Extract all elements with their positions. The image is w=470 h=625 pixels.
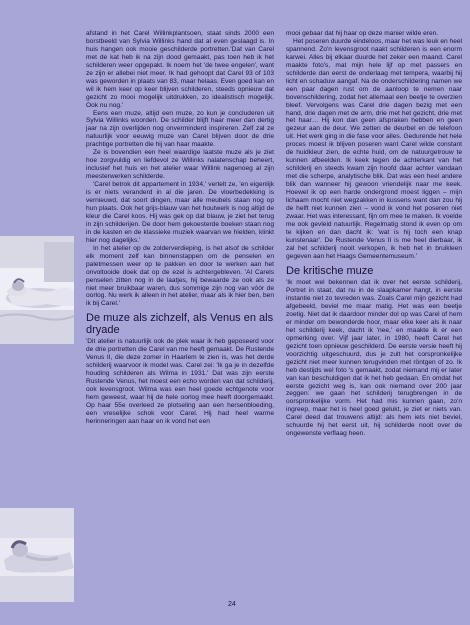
body-paragraph: In het atelier op de zolderverdieping, is het alsof de schilder elk moment zelf kan binnenstappen om de penselen en paletmessen weer op te pakken en door te werken aan het onvoltooide doek dat op de ezel is achtergebleven. 'Al Carels penselen zitten nog in de laatjes, hij bewaarde ze ook als ze niet meer bruikbaar waren, dus sommige zijn nog van vóór de oorlog. Nu werk ik alleen in het atelier, maar als ik hier ben, ben ik bij Carel.': [86, 244, 274, 308]
photo-portrait-woman: [0, 508, 74, 602]
body-paragraph: 'Ik moet wel bekennen dat ik over het eerste schilderij, Portret in staat, dat nu in de slaapkamer hangt, in eerste instantie niet zo tevreden was. Zoals Carel mijn gezicht had afgebeeld, beviel me maar matig. Het was een beetje zoetig. Niet dat ik daardoor minder dol op was Carel of hem er minder om bewonderde hoor, maar elke keer als ik naar het schilderij keek, dacht ik 'nee,' en maakte ik er een opmerking over. Vijf jaar later, in 1980, heeft Carel het gezicht toen opnieuw geschilderd. De eerste versie heeft hij voorzichtig uitgeschuurd, dus je zult het corspronkelijke gezicht niet meer kunnen terugvinden met röntgen of zo. Ik heb destijds wel foto 's gemaakt, zodat niemand mij er later van kan beschuldigen dat ik het heb gedaan. En omdat het eerste gezicht weg is, kan ook niemand over 200 jaar zeggen: we gaan het schilderij terugbrengen in de oorspronkelijke vorm. Het had mis kunnen gaan, zo'n ingreep, maar het is heel goed gelukt, je ziet er niets van. Carel deed dat trouwens altijd: als hem iets niet beviel, schuurde hij het eerst uit, hij schilderde nooit over de ongewenste verflaag heen.: [286, 279, 462, 438]
left-text-column: [86, 30, 274, 426]
section-heading-muze-venus-dryade: De muze als zichzelf, als Venus en als dryade: [86, 312, 274, 336]
right-text-column: [286, 30, 462, 438]
section-heading-kritische-muze: De kritische muze: [286, 264, 374, 277]
body-paragraph: mooi gebaar dat hij haar op deze manier wilde eren.: [286, 30, 439, 37]
body-paragraph: 'Dit atelier is natuurlijk ook de plek waar ik heb geposeerd voor de drie portretten die Carel van me heeft gemaakt. De Rustende Venus II, die deze zomer in Haarlem te zien is, was het derde schilderij waarvoor ik model was. Carel zei: 'Ik ga je in dezelfde houding schilderen als Wilma in 1931.' Dat was zijn eerste Rustende Venus, het moest een echo worden van dat schilderij, ook levensgroot. Wilma was een heel goede echtgenote voor hem geweest, waar hij de hele oorlog mee heeft doorgemaakt. Op haar 55e overleed ze plotseling aan een hersenbloeding, een vreselijke schok voor Carel. Hij had heel warme herinneringen aan haar en ik vond het een: [86, 338, 274, 425]
photo-portrait-woman-image: [0, 508, 74, 602]
body-paragraph: 'Carel betrok dit appartement in 1934,' vertelt ze, 'en eigenlijk is er niets veranderd in al die jaren. De vloerbedekking is vernieuwd, dat soort dingen, maar alle meubels staan nog op hun plaats. Ook het grijs-blauw van het houtwerk is nog altijd de kleur die Carel koos. Hij was gek op dat blauw, je ziet het terug in zijn schilderijen. De door hem gekoesterde boeken staan nog in de kasten en de klassieke muziek waarvan we hielden, klinkt hier nog dagelijks.': [86, 181, 274, 244]
photo-venus-reclining-image: [0, 236, 74, 344]
body-paragraph: Ze is bovendien een heel waardige laatste muze als je ziet hoe zorgvuldig en liefdevol ze Willinks nalatenschap beheert, inclusief het huis en het atelier waar Willink nagenoeg al zijn meesterwerken schilderde.: [86, 149, 274, 181]
page-number: 24: [228, 601, 236, 608]
photo-venus-reclining: [0, 236, 74, 344]
body-paragraph: afstand in het Carel Willinkplantsoen, staat sinds 2000 een borstbeeld van Sylvia Willinks hand dat al even geslaagd is. In huis hangen ook mooie geschilderde portretten.'Dat van Carel met de kat heb ik na zijn dood gemaakt, pas toen heb ik het schilderen weer opgepakt. Ik noem het 'de twee engelen', want ze zijn er allebei niet meer. Ik had gehoopt dat Carel 93 of 103 was geworden in plaats van 83, maar helaas. Even goed kan en wil ik hem keer op keer blijven schilderen, steeds opnieuw dat gezicht zo mooi mogelijk uitdrukken, zo idealistisch mogelijk. Ook nu nog.': [86, 30, 274, 109]
body-paragraph: Het poseren duurde eindeloos, maar het was leuk en heel spannend. Zo'n levensgroot naakt schilderen is een enorm karwei. Alles bij elkaar duurde het zeker een maand. Carel maakte foto's, mat mijn hele lijf op met passers en schilderde dan eerst de onderlaag met tempera, waarbij hij licht en schaduw aangaf. Na de onderschildering namen we een paar dagen rust om de aanloop te nemen naar bovenschildering, zodat het allemaal een beetje te overzien bleef. Vervolgens was Carel drie dagen bezig met een hand, drie dagen met de arm, drie met het gezicht, drie met het haar… Hij kon dan geen afspraken hebben en geen gezeur aan de deur. We zetten de deurbel en de telefoon uit. Het werk ging in die fase voor alles. Gedurende het hele proces moest ik blijven poseren want Carel wilde constant de huidkleur zien, de echte huid, om de natuurgetrouw te kunnen afbeelden. Ik keek tegen de achterkant van het schilderij en steeds kwam zijn hoofd daar achter vandaan met die scherpe, analytische blik. Dat was een heel andere blik dan wanneer hij gewoon vriendelijk naar me keek. Hoewel ik op een harde ondergrond moest liggen – mijn lichaam mocht niet wegzakken in kussens want dan zou hij de helft niet kunnen zien – vond ik vond het poseren niet zwaar. Het was interessant, fijn om mee te maken. Ik voelde me ook gevleid natuurlijk. Regelmatig stond ik even op om te kijken en dan dacht ik: 'wat is hij toch een knap kunstenaar'. De Rustende Venus II is me heel dierbaar, ik zal het schilderij nooit verkopen, ik heb het in bruikleen gegeven aan het Haags Gemeentemuseum.': [286, 37, 462, 260]
body-paragraph: Eens een muze, altijd een muze, zo kun je concluderen uit Sylvia Willinks woorden. De schilder blijft haar meer dan dertig jaar na zijn overlijden nog onverminderd inspireren. Zelf zal ze natuurlijk voor eeuwig muze van Carel blijven door de drie prachtige portretten die hij van haar maakte.: [86, 109, 274, 149]
